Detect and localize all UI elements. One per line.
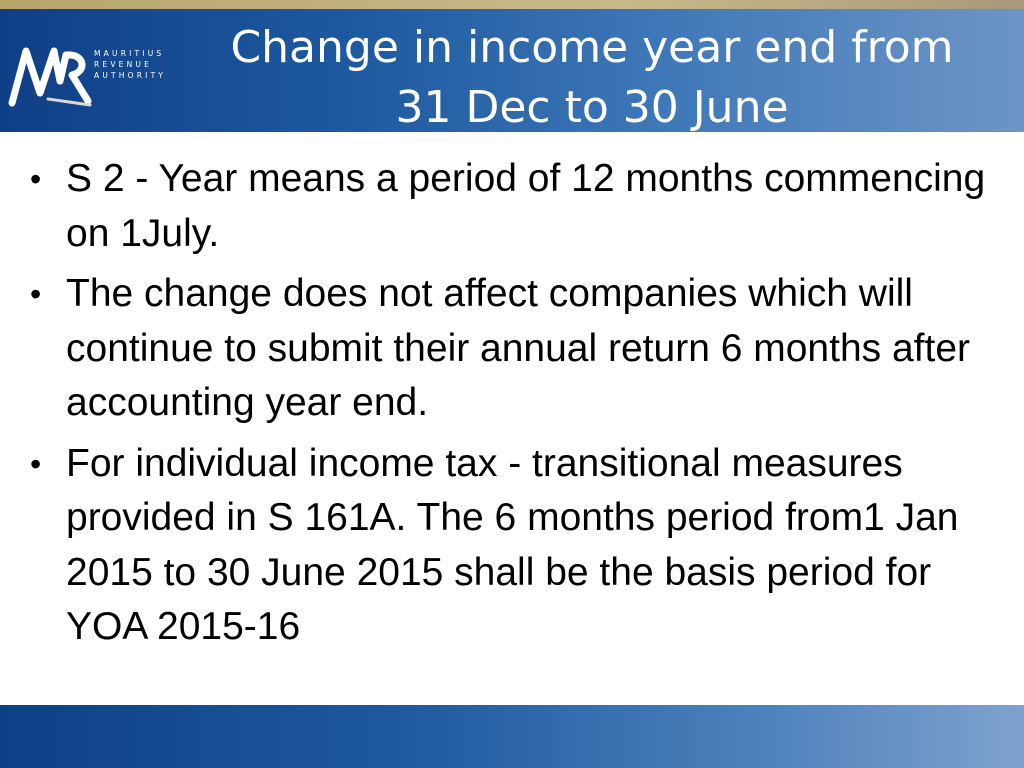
bullet-item <box>28 437 998 655</box>
top-accent-strip <box>0 0 1024 9</box>
slide-title-line-2: 31 Dec to 30 June <box>395 82 789 133</box>
logo-line-2: REVENUE <box>94 60 153 69</box>
bullet-icon: • <box>30 161 42 197</box>
bullet-list <box>28 152 998 661</box>
bullet-text: For individual income tax - transitional measures provided in S 161A. The 6 months period from1 Jan 2015 to 30 June 2015 shall be the basis period for YOA 2015-16 <box>66 441 959 648</box>
slide-header <box>0 9 1024 132</box>
bullet-item <box>28 152 998 261</box>
bullet-text: The change does not affect companies which will continue to submit their annual return 6 months after accounting year end. <box>66 272 971 424</box>
mra-logo <box>8 41 167 121</box>
logo-wordmark <box>94 49 166 80</box>
bullet-icon: • <box>30 276 42 312</box>
footer-band <box>0 705 1024 768</box>
bullet-item <box>28 267 998 431</box>
bullet-icon: • <box>30 445 42 482</box>
logo-line-3: AUTHORITY <box>94 71 167 80</box>
mra-logo-mark <box>8 41 92 113</box>
slide-title <box>160 18 1024 138</box>
bullet-text: S 2 - Year means a period of 12 months commencing on 1July. <box>66 157 986 255</box>
logo-line-1: MAURITIUS <box>94 49 165 58</box>
slide-title-line-1: Change in income year end from <box>230 22 954 73</box>
